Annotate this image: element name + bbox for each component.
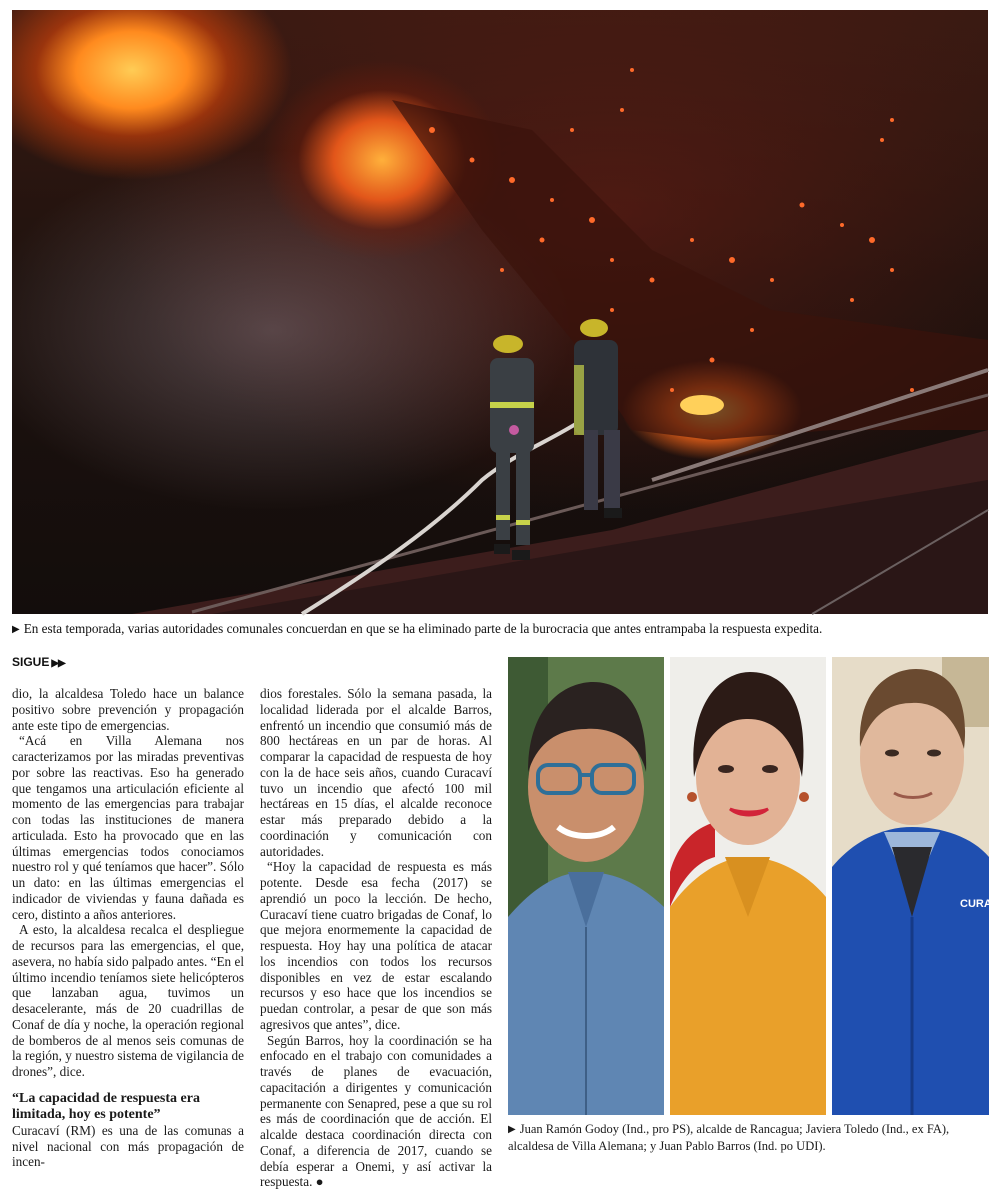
end-mark-icon: ● xyxy=(316,1174,324,1189)
portrait-juan-pablo-barros-photo xyxy=(832,657,989,1115)
article-paragraph: Según Barros, hoy la coordinación se ha enfocado en el trabajo con comunidades a través de planes de evacuación, capacitación a dirigentes y comunicación permanente con Senapred, pese a que su rol es más de coordinación que de acción. El alcalde destaca coordinación directa con Conaf, a diferencia de 2017, cuando se debía esperar a Onemi, y así activar la respuesta. xyxy=(260,1033,492,1190)
continues-text: SIGUE xyxy=(12,655,49,669)
article-paragraph: “Acá en Villa Alemana nos caracterizamos por las miradas preventivas por sobre las reactivas. Eso ha generado que tengamos una articulación eficiente al momento de las emergencias para trabajar con todas las instituciones de manera articulada. Esto ha provocado que en las últimas emergencias todos conociamos nuestro rol y qué teníamos que hacer”. Sólo un dato: en las últimas emergencias el indicador de viviendas y fauna dañada es cero, distinto a años anteriores. xyxy=(12,733,244,922)
photo-caption xyxy=(12,620,988,638)
portrait-javiera-toledo-photo xyxy=(670,657,826,1115)
article-paragraph: “Hoy la capacidad de respuesta es más potente. Desde esa fecha (2017) se aprendió un poco la lección. De hecho, Curacaví tiene cuatro brigadas de Conaf, lo que mejora enormemente la capacidad de respuesta. Hoy hay una política de atacar los incendios con todos los recursos disponibles en vez de estar escalando recursos y eso hace que los incendios se puedan controlar, a pesar de que son más agresivos que antes”, dice. xyxy=(260,859,492,1032)
article-paragraph: dios forestales. Sólo la semana pasada, la localidad liderada por el alcalde Barros, enfrentó un incendio que consumió más de 800 hectáreas en un par de horas. Al comparar la capacidad de respuesta de hoy con la de hace seis años, cuando Curacaví tuvo un incendio que afectó 100 mil hectáreas en 15 días, el alcalde reconoce estar más preparado debido a la coordinación y comunicación con autoridades. xyxy=(260,686,492,859)
portrait-juan-ramon-godoy xyxy=(508,657,664,1115)
article-paragraph-end xyxy=(260,1033,492,1190)
continues-label xyxy=(12,655,65,669)
article-paragraph: dio, la alcaldesa Toledo hace un balance positivo sobre prevención y propagación ante este tipo de emergencias. xyxy=(12,686,244,733)
portraits-caption xyxy=(508,1121,990,1154)
double-arrow-icon: ▶▶ xyxy=(51,658,64,669)
article-subhead: “La capacidad de respuesta era limitada, hoy es potente” xyxy=(12,1091,244,1123)
article-column-1 xyxy=(12,686,244,1170)
hero-photo xyxy=(12,10,988,614)
portrait-javiera-toledo xyxy=(670,657,826,1115)
caption-arrow-icon: ▶ xyxy=(508,1124,516,1135)
portrait-juan-pablo-barros xyxy=(832,657,989,1115)
article-column-2 xyxy=(260,686,492,1190)
caption-arrow-icon: ▶ xyxy=(12,624,20,635)
article-paragraph: Curacaví (RM) es una de las comunas a nivel nacional con más propagación de incen- xyxy=(12,1123,244,1170)
jacket-text: CURAC xyxy=(960,898,1000,910)
wildfire-firefighters-photo xyxy=(12,10,988,614)
portrait-juan-ramon-godoy-photo xyxy=(508,657,664,1115)
article-paragraph: A esto, la alcaldesa recalca el despliegue de recursos para las emergencias, el que, asevera, no había sido palpado antes. “En el último incendio teníamos siete helicópteros que lanzaban agua, tuvimos un desacelerante, más de 20 cuadrillas de Conaf de día y noche, la operación regional de bomberos de al menos seis comunas de la región, y nuestro sistema de vigilancia de drones”, dice. xyxy=(12,922,244,1080)
photo-caption-text: En esta temporada, varias autoridades comunales concuerdan en que se ha eliminado parte de la burocracia que antes entrampaba la respuesta expedita. xyxy=(24,621,823,636)
portraits-caption-text: Juan Ramón Godoy (Ind., pro PS), alcalde de Rancagua; Javiera Toledo (Ind., ex FA), alcaldesa de Villa Alemana; y Juan Pablo Barros (Ind. po UDI). xyxy=(508,1122,949,1153)
